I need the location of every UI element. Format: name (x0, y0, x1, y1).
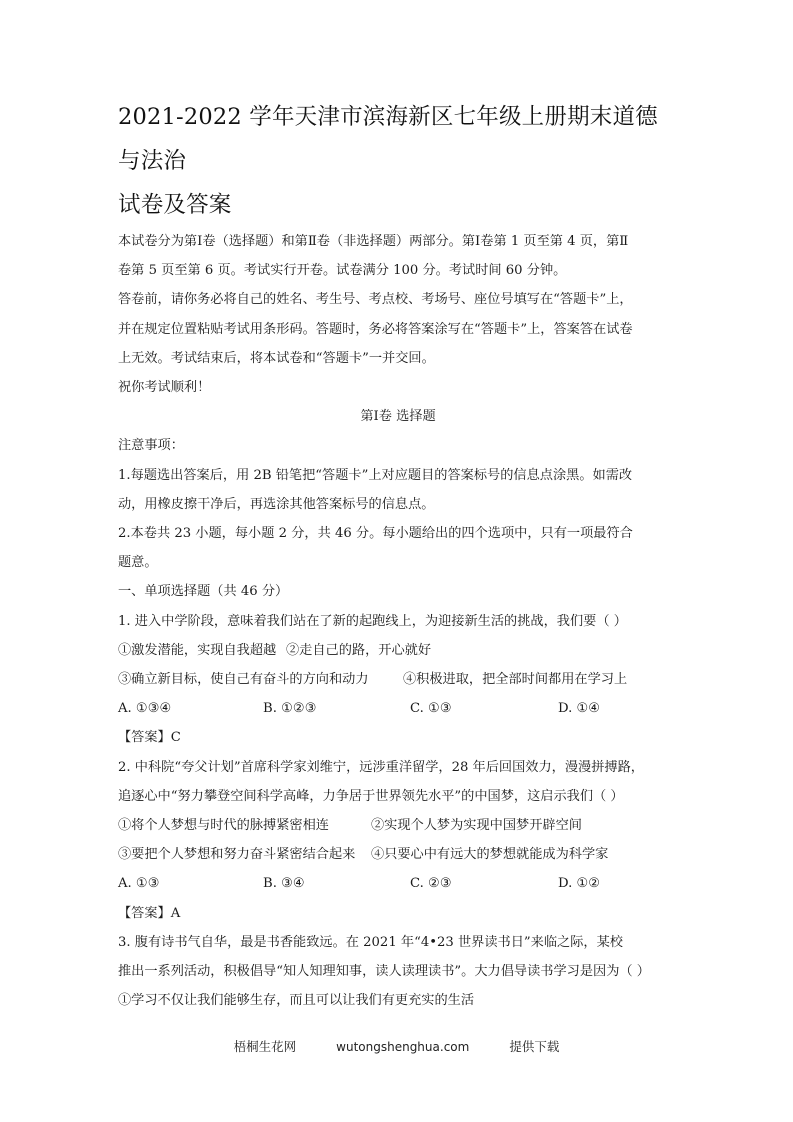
statement: ②实现个人梦为实现中国梦开辟空间 (371, 818, 582, 834)
notes-label: 注意事项： (118, 438, 184, 454)
options-row (118, 869, 678, 898)
part-heading: 一、单项选择题（共 46 分） (118, 584, 289, 600)
options-row (118, 694, 678, 723)
intro-line: 并在规定位置粘贴考试用条形码。答题时，务必将答案涂写在“答题卡”上，答案答在试卷 (118, 321, 633, 337)
statements-row (118, 636, 678, 665)
answer: 【答案】A (118, 905, 181, 921)
note-line: 动，用橡皮擦干净后，再选涂其他答案标号的信息点。 (118, 496, 435, 512)
statement: ①学习不仅让我们能够生存，而且可以让我们有更充实的生活 (118, 993, 475, 1009)
intro-line: 本试卷分为第Ⅰ卷（选择题）和第Ⅱ卷（非选择题）两部分。第Ⅰ卷第 1 页至第 4 页，第Ⅱ (118, 234, 629, 249)
statement: ①激发潜能，实现自我超越 (118, 642, 277, 658)
note-line: 1.每题选出答案后，用 2B 铅笔把“答题卡”上对应题目的答案标号的信息点涂黑。如需改 (118, 467, 633, 483)
section-heading: 第Ⅰ卷 选择题 (360, 409, 436, 425)
document-title (118, 95, 678, 227)
title-line-1: 2021-2022 学年天津市滨海新区七年级上册期末道德与法治 (118, 104, 658, 174)
option-a: A. ①③ (118, 876, 160, 892)
footer-site-name: 梧桐生花网 (233, 1039, 297, 1054)
question-1 (118, 607, 678, 753)
statements-row (118, 665, 678, 694)
note-line: 题意。 (118, 555, 158, 571)
notes-block (118, 461, 678, 578)
footer-url[interactable]: wutongshenghua.com (336, 1040, 470, 1054)
intro-line: 卷第 5 页至第 6 页。考试实行开卷。试卷满分 100 分。考试时间 60 分钟。 (118, 263, 567, 279)
answer: 【答案】C (118, 730, 181, 746)
question-stem: 追逐心中“努力攀登空间科学高峰，力争居于世界领先水平”的中国梦，这启示我们（ ） (118, 788, 624, 804)
note-line: 2.本卷共 23 小题，每小题 2 分，共 46 分。每小题给出的四个选项中，只有一项最符合 (118, 526, 633, 542)
statement: ①将个人梦想与时代的脉搏紧密相连 (118, 818, 329, 834)
question-stem: 推出一系列活动，积极倡导“知人知理知事，读人读理读书”。大力倡导读书学习是因为（ ） (118, 963, 650, 979)
option-d: D. ①② (558, 876, 601, 892)
question-stem: 1. 进入中学阶段，意味着我们站在了新的起跑线上，为迎接新生活的挑战，我们要（ ） (118, 613, 627, 629)
document-content (118, 95, 678, 1015)
intro-line: 上无效。考试结束后，将本试卷和“答题卡”一并交回。 (118, 350, 435, 366)
footer-note: 提供下载 (509, 1039, 560, 1054)
option-b: B. ①②③ (263, 701, 317, 717)
intro-line: 祝你考试顺利！ (118, 380, 211, 396)
statement: ③要把个人梦想和努力奋斗紧密结合起来 (118, 847, 356, 863)
statement: ③确立新目标，使自己有奋斗的方向和动力 (118, 672, 369, 688)
option-a: A. ①③④ (118, 701, 172, 717)
option-d: D. ①④ (558, 701, 601, 717)
question-stem: 3. 腹有诗书气自华，最是书香能致远。在 2021 年“4•23 世界读书日”来临之际，某校 (118, 934, 623, 950)
statement: ②走自己的路，开心就好 (286, 642, 432, 658)
intro-line: 答卷前，请你务必将自己的姓名、考生号、考点校、考场号、座位号填写在“答题卡”上， (118, 292, 633, 308)
statement: ④积极进取，把全部时间都用在学习上 (403, 672, 628, 688)
question-3 (118, 928, 678, 1016)
page-footer (0, 1037, 793, 1055)
statements-row (118, 811, 678, 840)
intro-block (118, 227, 678, 402)
option-c: C. ②③ (410, 876, 452, 892)
statements-row (118, 840, 678, 869)
option-b: B. ③④ (263, 876, 305, 892)
statement: ④只要心中有远大的梦想就能成为科学家 (371, 847, 609, 863)
title-line-2: 试卷及答案 (118, 192, 232, 218)
option-c: C. ①③ (410, 701, 452, 717)
question-2 (118, 753, 678, 928)
question-stem: 2. 中科院“夸父计划”首席科学家刘维宁，远涉重洋留学，28 年后回国效力，漫漫拼搏路， (118, 759, 644, 775)
